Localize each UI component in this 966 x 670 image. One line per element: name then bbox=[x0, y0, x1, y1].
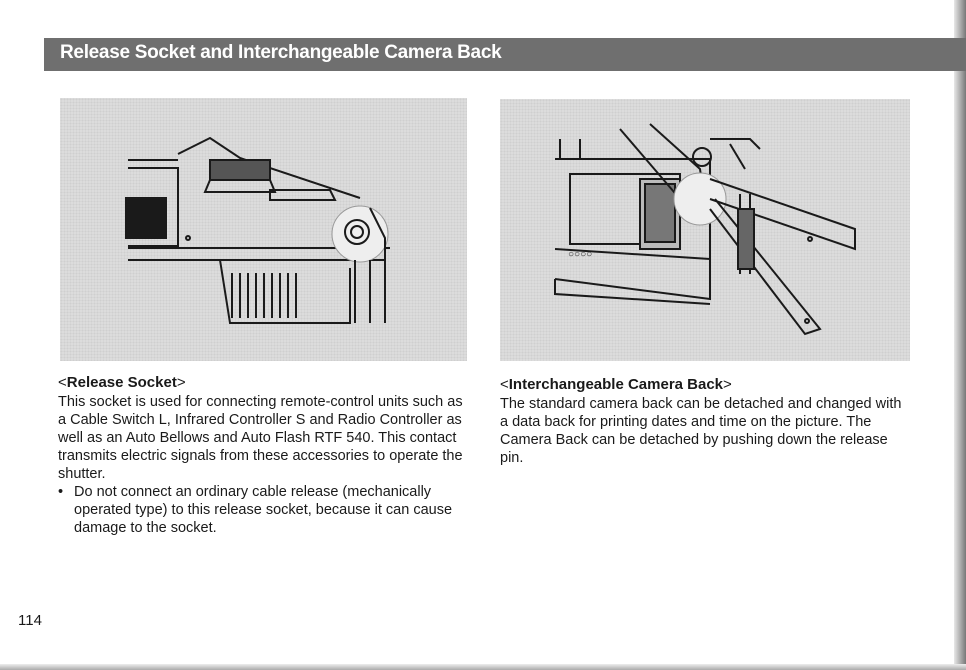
svg-text:○○○○: ○○○○ bbox=[568, 249, 593, 260]
page-number: 114 bbox=[18, 612, 42, 629]
heading-bracket-open: < bbox=[58, 374, 67, 391]
release-socket-description: This socket is used for connecting remote-control units such as a Cable Switch L, Infrared Controller S and Radio Controller as well as an Auto Bellows and Auto Flash RTF 540. This contact transmits electric signals from these accessories to operate the shutter. bbox=[58, 394, 463, 482]
warning-text: Do not connect an ordinary cable release (mechanically operated type) to this release socket, because it can cause damage to the socket. bbox=[74, 484, 453, 536]
camera-back-heading bbox=[500, 376, 910, 394]
release-socket-warning bbox=[58, 483, 468, 537]
release-socket-section bbox=[58, 374, 468, 537]
section-header-bar bbox=[44, 38, 966, 71]
camera-back-illustration bbox=[500, 99, 910, 361]
camera-back-description: The standard camera back can be detached and changed with a data back for printing dates and time on the picture. The Camera Back can be detached by pushing down the release pin. bbox=[500, 396, 902, 466]
heading-bracket-open: < bbox=[500, 376, 509, 393]
release-socket-illustration bbox=[60, 98, 467, 361]
heading-bracket-close: > bbox=[176, 374, 186, 391]
page-title: Release Socket and Interchangeable Camera Back bbox=[60, 42, 502, 63]
page-bottom-edge bbox=[0, 664, 966, 670]
camera-release-socket-icon bbox=[60, 98, 467, 361]
camera-back-section bbox=[500, 376, 910, 467]
page-edge-shadow bbox=[954, 0, 966, 670]
camera-back-release-icon bbox=[500, 99, 910, 361]
bullet-icon: • bbox=[58, 484, 64, 500]
heading-bracket-close: > bbox=[723, 376, 732, 393]
camera-back-title: Interchangeable Camera Back bbox=[508, 376, 724, 393]
release-socket-title: Release Socket bbox=[66, 374, 177, 391]
release-socket-heading bbox=[58, 374, 468, 392]
